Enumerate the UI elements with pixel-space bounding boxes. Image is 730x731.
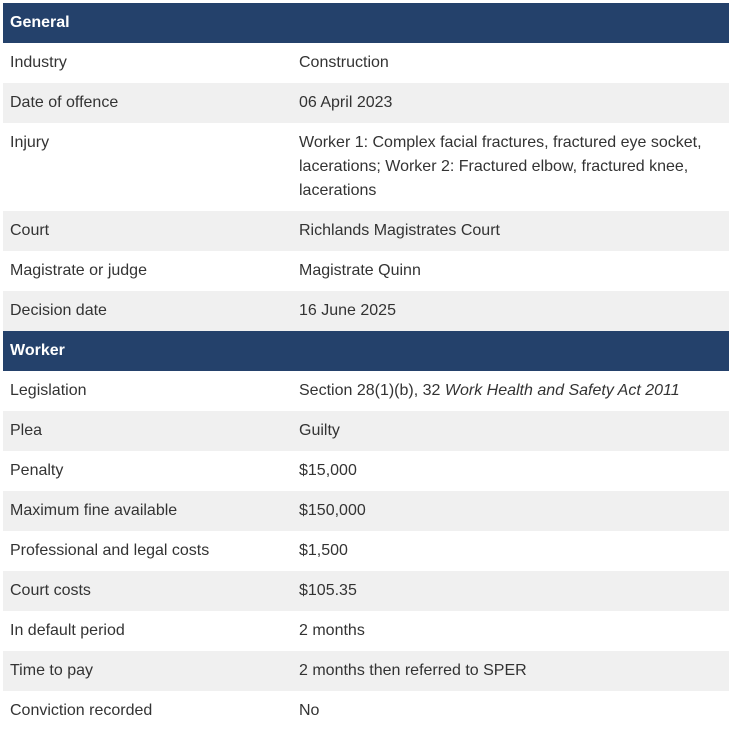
- row-label: Conviction recorded: [10, 702, 153, 719]
- row-label: Date of offence: [3, 83, 292, 123]
- section-header-worker: [3, 331, 729, 371]
- row-label: Legislation: [10, 382, 87, 399]
- table-row-court: [3, 211, 729, 251]
- row-value: $15,000: [299, 462, 357, 479]
- row-label: Plea: [3, 411, 292, 451]
- table-row-injury: [3, 123, 729, 211]
- table-row-legal-costs: [3, 531, 729, 571]
- section-title: Worker: [3, 331, 729, 371]
- table-row-time-to-pay: [3, 651, 729, 691]
- row-value: 06 April 2023: [292, 83, 729, 123]
- row-label: Decision date: [3, 291, 292, 331]
- row-label: In default period: [10, 622, 125, 639]
- row-label: Time to pay: [3, 651, 292, 691]
- table-row-decision-date: [3, 291, 729, 331]
- row-value: Worker 1: Complex facial fractures, fractured eye socket, lacerations; Worker 2: Fractured elbow, fractured knee, lacerations: [299, 134, 702, 199]
- table-row-maximum-fine: [3, 491, 729, 531]
- row-value: Magistrate Quinn: [299, 262, 421, 279]
- table-row-court-costs: [3, 571, 729, 611]
- row-label: Industry: [10, 54, 67, 71]
- legislation-sections: Section 28(1)(b), 32: [299, 382, 445, 399]
- section-title: General: [3, 3, 729, 43]
- row-label: Court costs: [3, 571, 292, 611]
- row-value: 16 June 2025: [292, 291, 729, 331]
- table-row-date-of-offence: [3, 83, 729, 123]
- row-label: Maximum fine available: [3, 491, 292, 531]
- table-row-conviction-recorded: [3, 691, 729, 731]
- row-value: [292, 371, 729, 411]
- table-row-penalty: [3, 451, 729, 491]
- row-value: $150,000: [292, 491, 729, 531]
- row-value: 2 months: [299, 622, 365, 639]
- row-label: Penalty: [10, 462, 64, 479]
- row-label: Professional and legal costs: [10, 542, 210, 559]
- table-row-legislation: [3, 371, 729, 411]
- table-row-default-period: [3, 611, 729, 651]
- table-row-industry: [3, 43, 729, 83]
- row-value: No: [299, 702, 320, 719]
- row-value: Richlands Magistrates Court: [292, 211, 729, 251]
- section-header-general: [3, 3, 729, 43]
- row-value: $105.35: [292, 571, 729, 611]
- row-value: $1,500: [299, 542, 348, 559]
- row-label: Injury: [10, 134, 50, 151]
- row-label: Magistrate or judge: [10, 262, 147, 279]
- case-details-table: [3, 3, 729, 731]
- table-row-plea: [3, 411, 729, 451]
- row-value: Construction: [299, 54, 389, 71]
- row-value: 2 months then referred to SPER: [292, 651, 729, 691]
- legislation-act-name: Work Health and Safety Act 2011: [444, 382, 680, 399]
- row-label: Court: [3, 211, 292, 251]
- row-value: Guilty: [292, 411, 729, 451]
- table-row-magistrate: [3, 251, 729, 291]
